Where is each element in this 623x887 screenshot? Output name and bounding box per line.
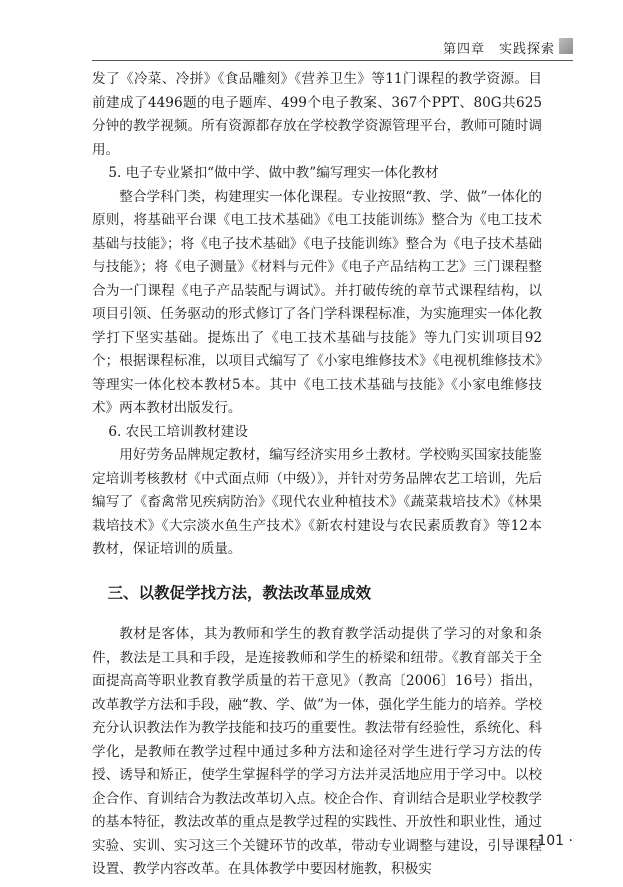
subheading-6: 6. 农民工培训教材建设 bbox=[108, 423, 248, 440]
page-body bbox=[92, 68, 542, 882]
running-header bbox=[0, 30, 623, 64]
paragraph-continued: 发了《冷菜、冷拼》《食品雕刻》《营养卫生》等11门课程的教学资源。目前建成了4496题的电子题库、499个电子教案、367个PPT、80G共625分钟的教学视频。所有资源都存放在学校教学资源管理平台，教师可随时调用。 bbox=[92, 71, 542, 158]
paragraph-6: 用好劳务品牌规定教材，编写经济实用乡土教材。学校购买国家技能鉴定培训考核教材《中式面点师（中级）》，并针对劳务品牌农艺工培训，先后编写了《畜禽常见疾病防治》《现代农业种植技术》《蔬菜栽培技术》《林果栽培技术》《大宗淡水鱼生产技术》《新农村建设与农民素质教育》等12本教材，保证培训的质量。 bbox=[92, 447, 542, 557]
paragraph-section: 教材是客体，其为教师和学生的教育教学活动提供了学习的对象和条件，教法是工具和手段，是连接教师和学生的桥梁和纽带。《教育部关于全面提高高等职业教育教学质量的若干意见》（教高〔2006〕16号）指出，改革教学方法和手段，融“教、学、做”为一体，强化学生能力的培养。学校充分认识教法作为教学技能和技巧的重要性。教法带有经验性，系统化、科学化，是教师在教学过程中通过多种方法和途径对学生进行学习方法的传授、诱导和矫正，使学生掌握科学的学习方法并灵活地应用于学习中。以校企合作、育训结合为教法改革切入点。校企合作、育训结合是职业学校教学的基本特征，教法改革的重点是教学过程的实践性、开放性和职业性，通过实验、实训、实习这三个关键环节的改革，带动专业调整与建设，引导课程设置、教学内容改革。在具体教学中要因材施教，积极实 bbox=[92, 626, 542, 877]
page-number: · 101 · bbox=[528, 833, 573, 849]
paragraph-5: 整合学科门类，构建理实一体化课程。专业按照“教、学、做”一体化的原则，将基础平台课《电工技术基础》《电工技能训练》整合为《电工技术基础与技能》；将《电子技术基础》《电子技能训练》整合为《电子技术基础与技能》；将《电子测量》《材料与元件》《电子产品结构工艺》三门课程整合为一门课程《电子产品装配与调试》。并打破传统的章节式课程结构，以项目引领、任务驱动的形式修订了各门学科课程标准，为实施理实一体化教学打下坚实基础。提炼出了《电工技术基础与技能》等九门实训项目92个；根据课程标准，以项目式编写了《小家电维修技术》《电视机维修技术》等理实一体化校本教材5本。其中《电工技术基础与技能》《小家电维修技术》两本教材出版发行。 bbox=[92, 188, 542, 416]
header-marker-block bbox=[559, 38, 573, 54]
header-rule bbox=[92, 60, 573, 61]
subheading-5: 5. 电子专业紧扣“做中学、做中教”编写理实一体化教材 bbox=[108, 165, 439, 181]
section-heading: 三、以教促学找方法，教法改革显成效 bbox=[107, 583, 372, 602]
chapter-title: 第四章 实践探索 bbox=[442, 42, 555, 57]
